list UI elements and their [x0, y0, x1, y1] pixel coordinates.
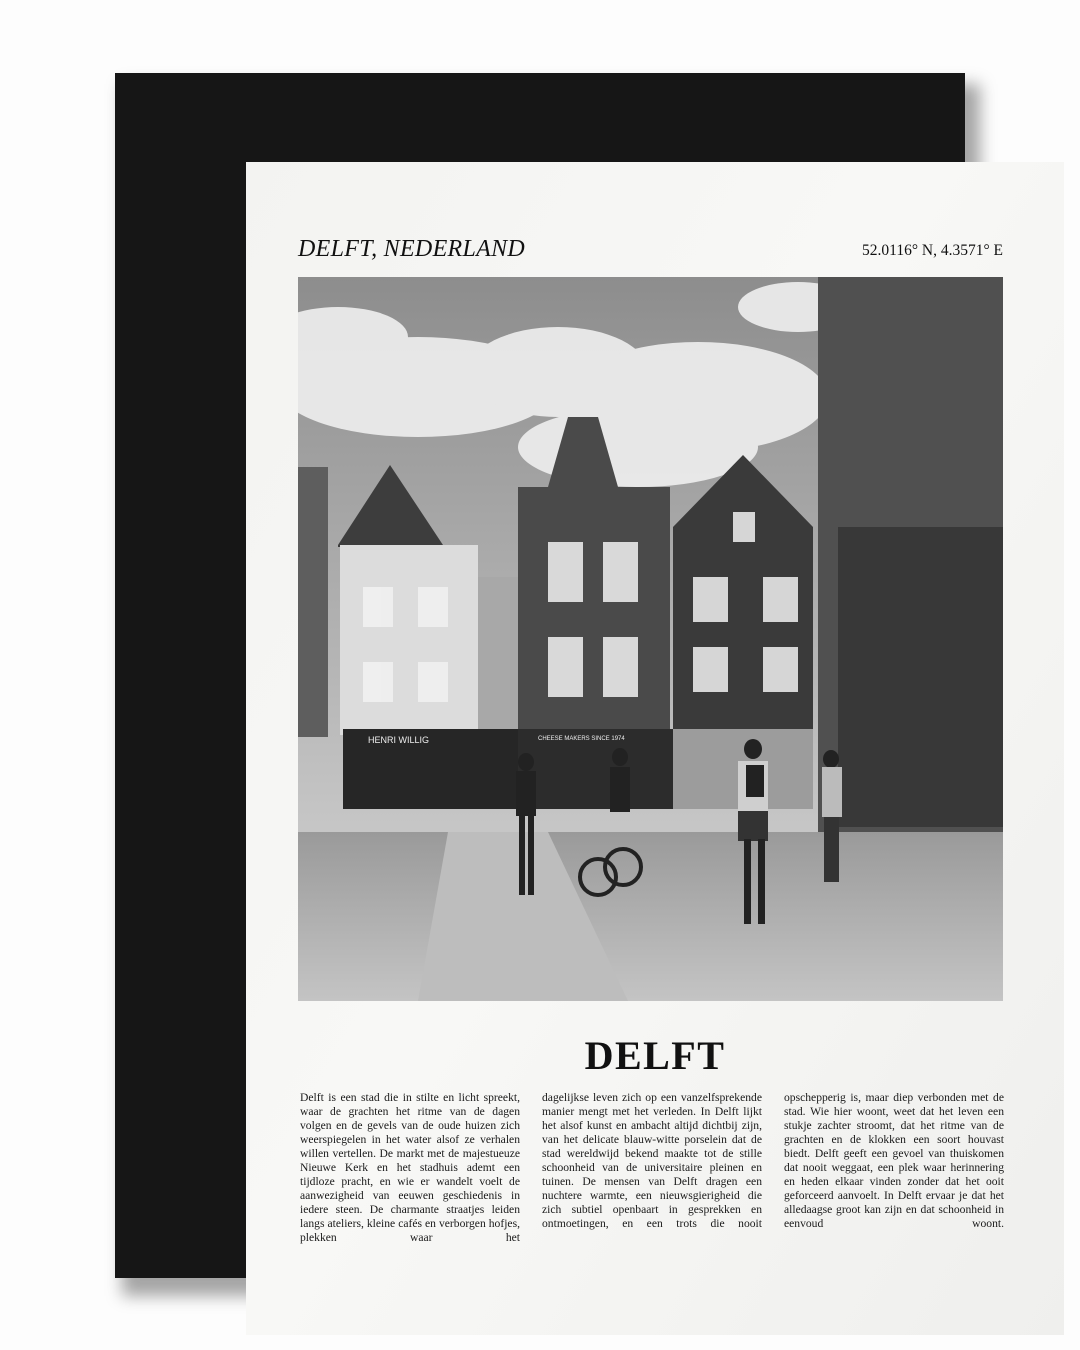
description-column-3: opschepperig is, maar diep verbonden met de stad. Wie hier woont, weet dat het leven een stukje zachter stroomt, dat het ritme van de grachten en de klokken een soort houvast biedt. Delft geeft een gevoel van thuiskomen dat nooit weggaat, een plek waar herinnering en heden elkaar vinden zonder dat het ooit geforceerd aanvoelt. In Delft ervaar je dat het alledaagse groot kan zijn en dat schoonheid in eenvoud woont. — [784, 1091, 1004, 1230]
poster-frame — [115, 73, 1004, 1278]
description-columns — [300, 1091, 1004, 1244]
description-column-2: dagelijkse leven zich op een vanzelfsprekende manier mengt met het verleden. In Delft lijkt het alsof kunst en ambacht altijd dichtbij zijn, van het delicate blauw-witte porselein dat de stad wereldwijd bekend maakte tot de stille schoonheid van de universitaire pleinen en tuinen. De mensen van Delft dragen een nuchtere warmte, een nieuwsgierigheid die zich subtiel openbaart in gesprekken en ontmoetingen, en een trots die nooit — [542, 1091, 762, 1230]
coordinates-label: 52.0116° N, 4.3571° E — [862, 242, 1003, 259]
description-column-1: Delft is een stad die in stilte en licht spreekt, waar de grachten het ritme van de dagen volgen en de gevels van de oude huizen zich weerspiegelen in het water alsof ze verhalen willen vertellen. De markt met de majestueuze Nieuwe Kerk en het stadhuis ademt een tijdloze pracht, en wie er wandelt voelt de aanwezigheid van eeuwen geschiedenis in iedere steen. De charmante straatjes leiden langs ateliers, kleine cafés en verborgen hofjes, plekken waar het — [300, 1091, 520, 1244]
shop-sign-left: HENRI WILLIG — [368, 735, 430, 745]
poster-mat — [246, 162, 1064, 1335]
shop-sign-middle: CHEESE MAKERS SINCE 1974 — [538, 736, 625, 742]
poster-title: DELFT — [584, 1033, 726, 1078]
city-photo — [298, 277, 1003, 1001]
location-label: DELFT, NEDERLAND — [298, 236, 526, 262]
